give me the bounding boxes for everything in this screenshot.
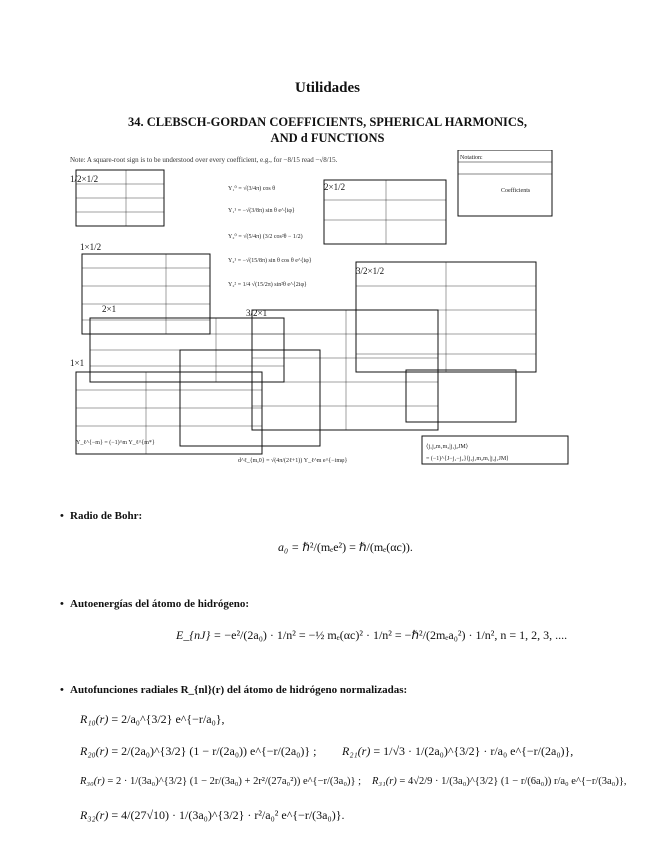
r20-equation: R₂₀(r) = 2/(2a₀)^{3/2} (1 − r/(2a₀)) e^{−r/(2a₀)} ;	[80, 744, 317, 758]
r10-equation: R₁₀(r) = 2/a₀^{3/2} e^{−r/a₀},	[80, 712, 225, 726]
y-relation: Y_ℓ^{−m} = (−1)^m Y_ℓ^{m*}	[76, 440, 155, 446]
cg-table-graphic	[66, 150, 588, 468]
symmetry-line-2: = (−1)^{J−j₁−j₂}⟨j₂j₁m₂m₁|j₂j₁JM⟩	[426, 456, 509, 462]
y10-formula: Y₁⁰ = √(3/4π) cos θ	[228, 186, 276, 192]
section-title-2: AND d FUNCTIONS	[270, 131, 385, 145]
block-label: 1/2×1/2	[70, 174, 99, 184]
table-note: Note: A square-root sign is to be understood over every coefficient, e.g., for −8/15 read −√8/15.	[70, 156, 338, 164]
symmetry-line-1: ⟨j₁j₂m₁m₂|j₁j₂JM⟩	[426, 444, 469, 450]
block-label: 2×1/2	[324, 182, 346, 192]
r32-equation: R₃₂(r) = 4/(27√10) · 1/(3a₀)^{3/2} · r²/a₀² e^{−r/(3a₀)}.	[80, 808, 345, 822]
notation-label: Notation:	[460, 155, 483, 161]
energy-equation: E_{nJ} = −e²/(2a₀) · 1/n² = −½ mₑ(αc)² · 1/n² = −ℏ²/(2mₑa₀²) · 1/n², n = 1, 2, 3, ....	[176, 628, 568, 642]
coefficients-label: Coefficients	[501, 188, 531, 194]
r30-equation: R₃₀(r) = 2 · 1/(3a₀)^{3/2} (1 − 2r/(3a₀) + 2r²/(27a₀²)) e^{−r/(3a₀)} ;	[80, 776, 362, 787]
r31-equation: R₃₁(r) = 4√2/9 · 1/(3a₀)^{3/2} (1 − r/(6a₀)) r/a₀ e^{−r/(3a₀)},	[372, 776, 627, 787]
bohr-equation: a₀ = ℏ²/(mₑe²) = ℏ/(mₑ(αc)).	[278, 540, 413, 554]
block-label: 1×1/2	[80, 242, 102, 252]
section-heading-bohr: • Radio de Bohr:	[60, 510, 143, 522]
d-relation: d^ℓ_{m,0} = √(4π/(2ℓ+1)) Y_ℓ^m e^{−imφ}	[238, 458, 348, 464]
block-label: 2×1	[102, 304, 117, 314]
clebsch-gordan-table	[66, 150, 588, 468]
block-label: 1×1	[70, 358, 85, 368]
y20-formula: Y₂⁰ = √(5/4π) (3/2 cos²θ − 1/2)	[228, 234, 303, 240]
y21-formula: Y₂¹ = −√(15/8π) sin θ cos θ e^{iφ}	[228, 258, 312, 264]
section-heading-energies: • Autoenergías del átomo de hidrógeno:	[60, 598, 250, 610]
y22-formula: Y₂² = 1/4 √(15/2π) sin²θ e^{2iφ}	[228, 282, 307, 288]
block-label: 3/2×1/2	[356, 266, 385, 276]
r21-equation: R₂₁(r) = 1/√3 · 1/(2a₀)^{3/2} · r/a₀ e^{−r/(2a₀)},	[342, 744, 574, 758]
y11-formula: Y₁¹ = −√(3/8π) sin θ e^{iφ}	[228, 208, 295, 214]
section-heading-radial: • Autofunciones radiales R_{nl}(r) del átomo de hidrógeno normalizadas:	[60, 684, 408, 696]
page-title: Utilidades	[294, 80, 360, 96]
block-label: 3/2×1	[246, 308, 268, 318]
section-title: 34. CLEBSCH-GORDAN COEFFICIENTS, SPHERICAL HARMONICS,	[127, 115, 527, 129]
